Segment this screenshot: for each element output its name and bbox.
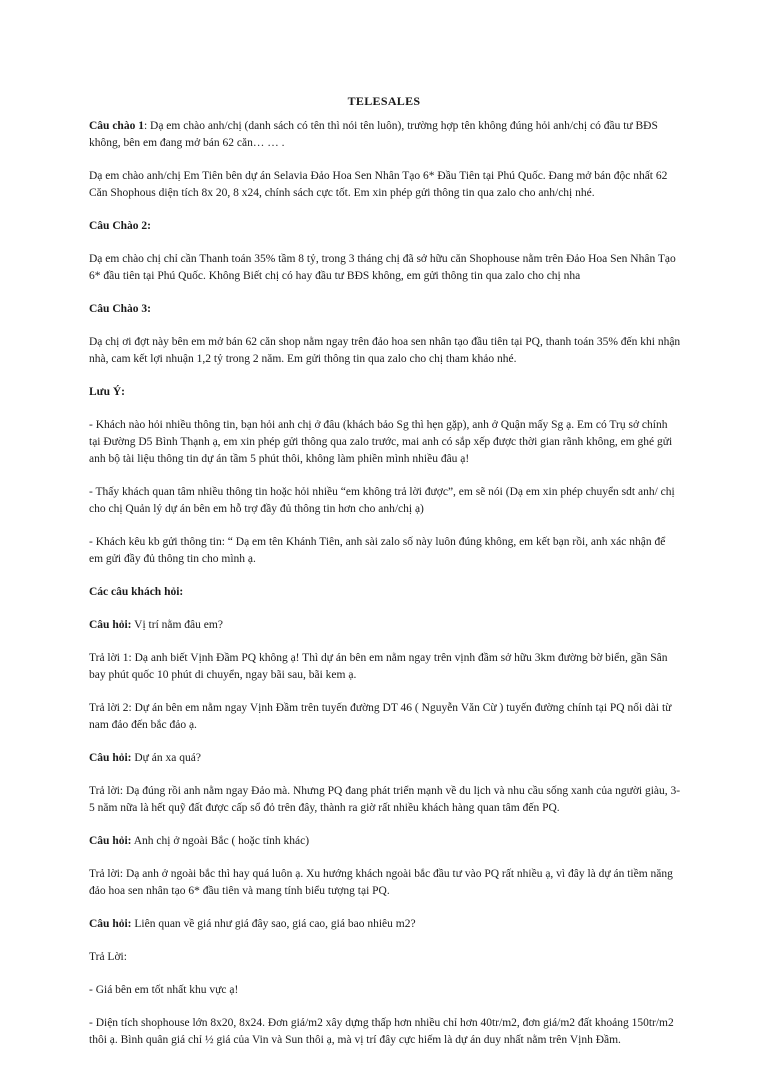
question-text: Liên quan về giá như giá đây sao, giá cao, giá bao nhiêu m2? — [131, 918, 416, 930]
faq-heading: Các câu khách hỏi: — [89, 586, 184, 598]
question-text: Vị trí nằm đâu em? — [131, 619, 223, 631]
answer-1-1: Trả lời 1: Dạ anh biết Vịnh Đầm PQ không ạ! Thì dự án bên em nằm ngay trên vịnh đầm sở hữu 3km đường bờ biển, gần Sân bay phút quốc 10 phút di chuyển, ngay bãi sau, bãi kem ạ. — [89, 652, 668, 681]
question-3 — [89, 833, 681, 850]
answer-2: Trả lời: Dạ đúng rồi anh nằm ngay Đảo mà. Nhưng PQ đang phát triển mạnh về du lịch và nhu cầu sống xanh của người giàu, 3-5 năm nữa là hết quỹ đất được cấp sổ đỏ trên đây, thành ra giờ rất nhiều khách hàng quan tâm đến PQ. — [89, 785, 681, 814]
answer-4-label: Trả Lời: — [89, 951, 127, 963]
question-label: Câu hỏi: — [89, 752, 132, 764]
note-heading: Lưu Ý: — [89, 386, 125, 398]
document-body — [89, 118, 681, 1065]
question-2 — [89, 750, 681, 767]
greeting-1-text: : Dạ em chào anh/chị (danh sách có tên thì nói tên luôn), trường hợp tên không đúng hỏi anh/chị có đầu tư BĐS không, bên em đang mở bán 62 căn… … . — [89, 120, 658, 149]
question-label: Câu hỏi: — [89, 835, 132, 847]
question-text: Anh chị ở ngoài Bắc ( hoặc tỉnh khác) — [131, 835, 310, 847]
greeting-1-label: Câu chào 1 — [89, 120, 144, 132]
greeting-2-paragraph: Dạ em chào chị chỉ cần Thanh toán 35% tầm 8 tỷ, trong 3 tháng chị đã sở hữu căn Shophouse nằm trên Đảo Hoa Sen Nhân Tạo 6* đầu tiên tại Phú Quốc. Không Biết chị có hay đầu tư BĐS không, em gửi thông tin qua zalo cho chị nha — [89, 253, 676, 282]
answer-4-item: - Diện tích shophouse lớn 8x20, 8x24. Đơn giá/m2 xây dựng thấp hơn nhiều chỉ hơn 40tr/m2, đơn giá/m2 đất khoảng 150tr/m2 thôi ạ. Bình quân giá chỉ ½ giá của Vin và Sun thôi ạ, mà vị trí đây cực hiếm là dự án duy nhất nằm trên Vịnh Đầm. — [89, 1017, 674, 1046]
question-1 — [89, 617, 681, 634]
note-item: - Khách kêu kb gửi thông tin: “ Dạ em tên Khánh Tiên, anh sài zalo số này luôn đúng không, em kết bạn rồi, anh xác nhận để em gửi đầy đủ thông tin cho mình ạ. — [89, 536, 666, 565]
answer-3: Trả lời: Dạ anh ở ngoài bắc thì hay quá luôn ạ. Xu hướng khách ngoài bắc đầu tư vào PQ rất nhiều ạ, vì đây là dự án tiềm năng đảo hoa sen nhân tạo 6* đầu tiên và mang tính biểu tượng tại PQ. — [89, 868, 673, 897]
greeting-2-heading: Câu Chào 2: — [89, 220, 151, 232]
greeting-1-paragraph — [89, 118, 681, 152]
answer-4-item: - Giá bên em tốt nhất khu vực ạ! — [89, 984, 239, 996]
question-label: Câu hỏi: — [89, 619, 132, 631]
intro-paragraph: Dạ em chào anh/chị Em Tiên bên dự án Selavia Đảo Hoa Sen Nhân Tạo 6* Đầu Tiên tại Phú Quốc. Đang mở bán độc nhất 62 Căn Shophous diện tích 8x 20, 8 x24, chính sách cực tốt. Em xin phép gửi thông tin qua zalo cho anh/chị nhé. — [89, 170, 668, 199]
note-item: - Khách nào hỏi nhiều thông tin, bạn hỏi anh chị ở đâu (khách bảo Sg thì hẹn gặp), anh ở Quận mấy Sg ạ. Em có Trụ sở chính tại Đường D5 Bình Thạnh ạ, em xin phép gửi thông qua zalo trước, mai anh có sắp xếp được thời gian rãnh không, em ghé gửi anh bộ tài liệu thông tin dự án tầm 5 phút thôi, không làm phiền mình nhiều đâu ạ! — [89, 419, 673, 465]
question-4 — [89, 916, 681, 933]
question-label: Câu hỏi: — [89, 918, 132, 930]
question-text: Dự án xa quá? — [131, 752, 201, 764]
answer-1-2: Trả lời 2: Dự án bên em nằm ngay Vịnh Đầm trên tuyến đường DT 46 ( Nguyễn Văn Cừ ) tuyến đường chính tại PQ nối dài từ nam đảo đến bắc đảo ạ. — [89, 702, 672, 731]
greeting-3-paragraph: Dạ chị ơi đợt này bên em mở bán 62 căn shop nằm ngay trên đảo hoa sen nhân tạo đầu tiên tại PQ, thanh toán 35% đến khi nhận nhà, cam kết lợi nhuận 1,2 tỷ trong 2 năm. Em gửi thông tin qua zalo cho chị tham khảo nhé. — [89, 336, 681, 365]
document-title: TELESALES — [347, 94, 421, 108]
note-item: - Thấy khách quan tâm nhiều thông tin hoặc hỏi nhiều “em không trả lời được”, em sẽ nói (Dạ em xin phép chuyển sdt anh/ chị cho chị Quản lý dự án bên em hỗ trợ đầy đủ thông tin hơn cho anh/chị ạ) — [89, 486, 675, 515]
greeting-3-heading: Câu Chào 3: — [89, 303, 151, 315]
